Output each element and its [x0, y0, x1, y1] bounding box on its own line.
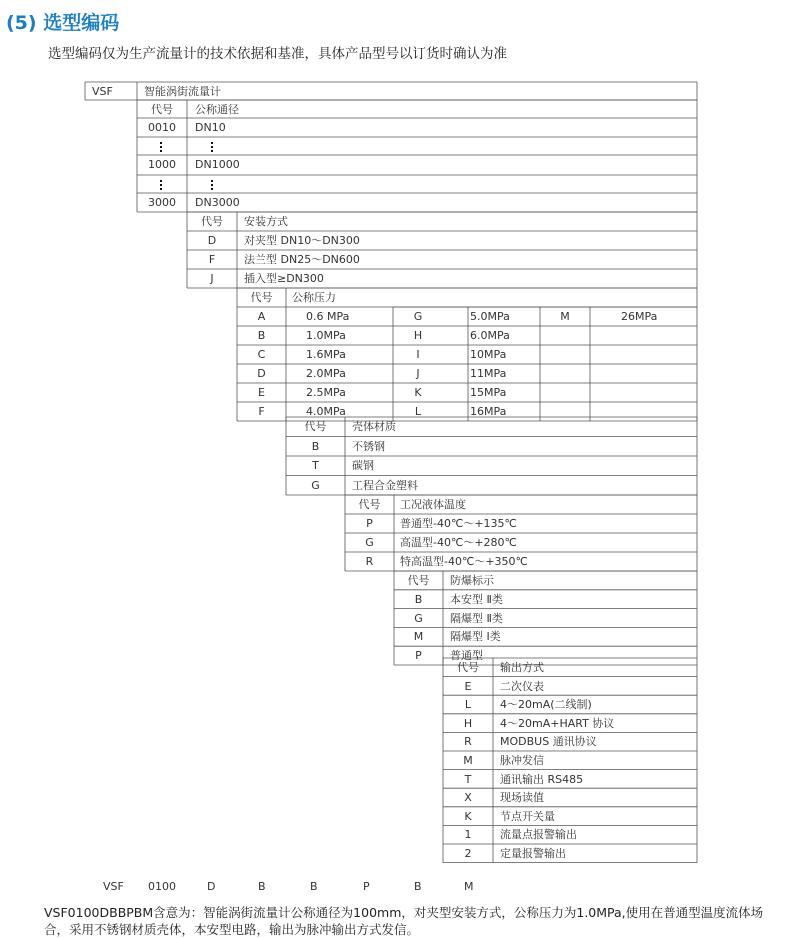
install-value: 安装方式	[244, 215, 288, 228]
output-code: E	[464, 679, 472, 693]
material-value: 壳体材质	[352, 420, 396, 433]
model-code: VSF	[92, 85, 113, 98]
example-code-part: VSF	[103, 880, 124, 893]
pressure-code: A	[257, 310, 266, 323]
ellipsis-icon	[160, 180, 162, 192]
output-code: 代号	[457, 661, 479, 674]
output-code: 2	[464, 847, 472, 860]
pressure-code: B	[257, 329, 266, 342]
install-code: 代号	[201, 215, 223, 228]
material-value: 工程合金塑料	[352, 478, 418, 492]
explosion-value: 普通型	[450, 649, 483, 663]
install-code: J	[210, 272, 214, 285]
material-code: B	[311, 439, 320, 453]
install-value: 对夹型 DN10～DN300	[244, 234, 360, 247]
pressure-value: 16MPa	[470, 405, 507, 418]
output-value: 脉冲发信	[500, 754, 544, 767]
install-code: F	[208, 253, 216, 266]
pressure-code: G	[413, 310, 423, 323]
output-code: 1	[464, 828, 472, 842]
intro-text: 选型编码仅为生产流量计的技术依据和基准，具体产品型号以订货时确认为准	[48, 46, 507, 62]
pressure-value: 公称压力	[292, 291, 336, 304]
pressure-code: M	[560, 310, 570, 323]
pressure-code: I	[416, 348, 420, 361]
explosion-value: 隔爆型 Ⅱ类	[450, 611, 503, 625]
pressure-value: 4.0MPa	[306, 405, 346, 418]
explosion-code: B	[414, 592, 423, 606]
diameter-code: 0010	[148, 121, 176, 134]
diameter-value: DN10	[195, 121, 226, 134]
ellipsis-icon	[160, 142, 162, 154]
pressure-value: 2.0MPa	[306, 367, 346, 380]
output-value: MODBUS 通讯协议	[500, 735, 597, 749]
example-code-part: P	[363, 880, 370, 893]
pressure-value: 26MPa	[621, 310, 658, 323]
output-value: 4～20mA(二线制)	[500, 698, 592, 712]
material-code: T	[312, 459, 319, 472]
explosion-code: G	[414, 611, 423, 625]
pressure-code: K	[414, 386, 422, 399]
diameter-code: 1000	[148, 158, 176, 171]
pressure-code: J	[416, 367, 420, 380]
pressure-code: D	[257, 367, 266, 380]
temperature-code: G	[365, 536, 374, 549]
pressure-value: 1.6MPa	[306, 348, 346, 361]
explosion-value: 本安型 Ⅱ类	[450, 592, 503, 606]
model-name: 智能涡街流量计	[144, 85, 221, 98]
output-code: H	[463, 716, 473, 730]
temperature-code: 代号	[358, 498, 381, 511]
pressure-value: 10MPa	[470, 348, 507, 361]
install-code: D	[207, 234, 217, 247]
pressure-value: 11MPa	[470, 367, 507, 380]
output-code: M	[463, 754, 473, 767]
temperature-value: 高温型-40℃～+280℃	[400, 536, 517, 549]
install-value: 插入型≥DN300	[244, 272, 324, 285]
pressure-value: 2.5MPa	[306, 386, 346, 399]
pressure-value: 5.0MPa	[470, 310, 510, 323]
explosion-value: 隔爆型 Ⅰ类	[450, 630, 501, 644]
output-code: R	[464, 735, 472, 749]
material-value: 碳钢	[352, 459, 374, 472]
temperature-code: P	[366, 517, 373, 530]
ellipsis-icon	[211, 142, 213, 154]
temperature-value: 特高温型-40℃～+350℃	[400, 555, 528, 568]
output-value: 通讯输出 RS485	[500, 772, 584, 786]
output-value: 现场读值	[500, 791, 544, 805]
temperature-value: 工况液体温度	[400, 498, 466, 511]
pressure-value: 0.6 MPa	[306, 310, 350, 323]
output-value: 4～20mA+HART 协议	[500, 716, 615, 730]
output-code: T	[464, 772, 472, 786]
output-value: 定量报警输出	[500, 847, 566, 860]
explosion-code: 代号	[407, 574, 430, 587]
ellipsis-icon	[211, 180, 213, 192]
pressure-value: 1.0MPa	[306, 329, 346, 342]
pressure-code: H	[413, 329, 423, 342]
example-code-part: B	[414, 880, 422, 893]
diameter-value: 公称通径	[195, 103, 239, 116]
explosion-code: M	[413, 630, 424, 644]
output-value: 输出方式	[500, 661, 544, 674]
example-code-part: M	[464, 880, 474, 893]
pressure-value: 15MPa	[470, 386, 507, 399]
diameter-code: 3000	[148, 196, 176, 209]
example-code-part: 0100	[148, 880, 176, 893]
explosion-code: P	[415, 649, 422, 663]
output-code: X	[464, 791, 472, 805]
material-value: 不锈钢	[352, 439, 385, 453]
diameter-code: 代号	[151, 103, 173, 116]
output-code: L	[464, 698, 472, 712]
pressure-code: E	[258, 386, 265, 399]
example-meaning: VSF0100DBBPBM含意为：智能涡街流量计公称通径为100mm，对夹型安装方式，公称压力为1.0MPa,使用在普通型温度流体场合，采用不锈钢材质壳体，本安型电路，输出为脉冲输出方式发信。	[44, 905, 764, 937]
example-code-part: B	[310, 880, 318, 893]
output-value: 流量点报警输出	[500, 828, 577, 842]
pressure-code: L	[414, 405, 422, 418]
explosion-value: 防爆标示	[450, 574, 494, 587]
page-title: (5) 选型编码	[6, 12, 120, 34]
example-code-part: B	[258, 880, 266, 893]
material-code: G	[311, 478, 320, 492]
install-value: 法兰型 DN25～DN600	[244, 253, 360, 266]
temperature-value: 普通型-40℃～+135℃	[400, 517, 517, 530]
temperature-code: R	[365, 555, 374, 568]
example-code-part: D	[207, 880, 216, 893]
pressure-value: 6.0MPa	[470, 329, 510, 342]
output-value: 节点开关量	[500, 809, 555, 823]
output-code: K	[464, 809, 472, 823]
pressure-code: F	[258, 405, 265, 418]
pressure-code: C	[257, 348, 266, 361]
pressure-code: 代号	[250, 291, 273, 304]
output-value: 二次仪表	[500, 679, 544, 693]
material-code: 代号	[304, 420, 327, 433]
diameter-value: DN1000	[195, 158, 240, 171]
diameter-value: DN3000	[195, 196, 240, 209]
